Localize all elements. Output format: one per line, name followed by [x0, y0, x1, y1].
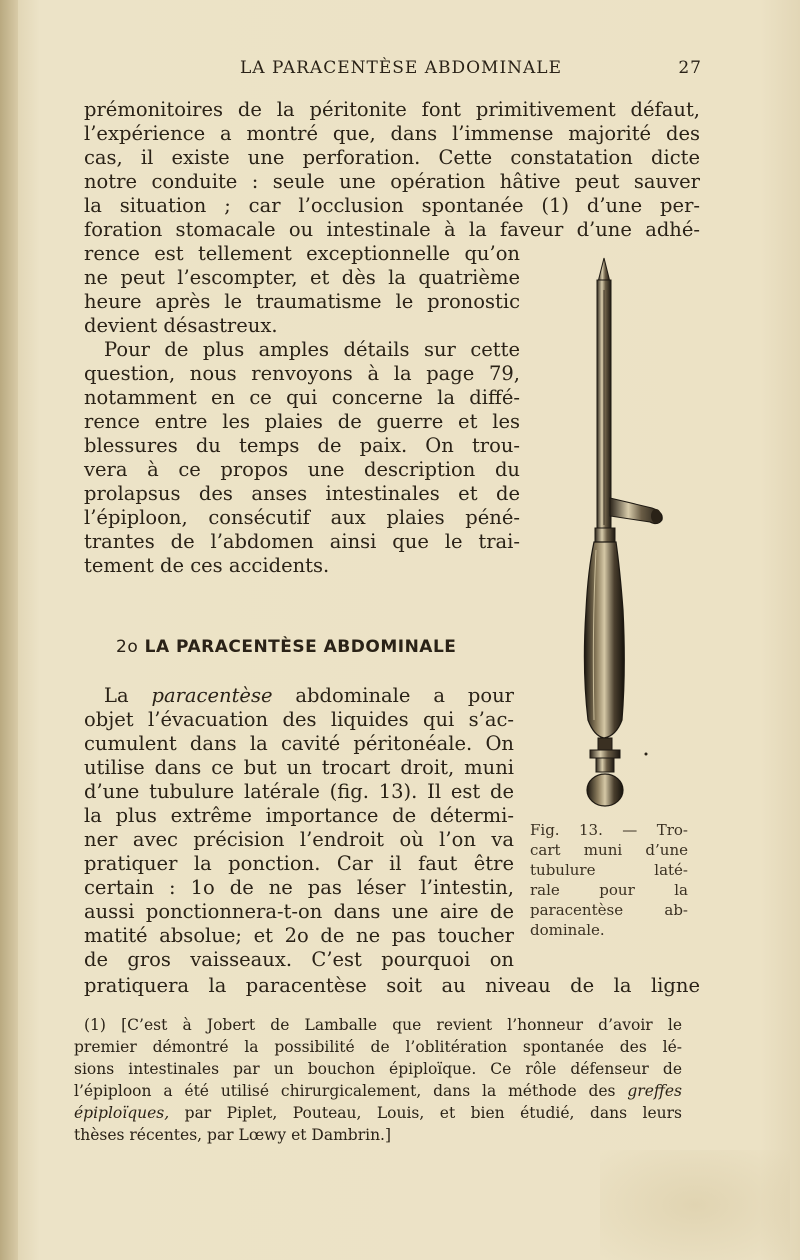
caption-line: paracentèse ab-	[530, 901, 688, 919]
text-line: tement de ces accidents.	[84, 554, 330, 577]
text-span: abdominale a pour	[272, 684, 514, 707]
caption-line: dominale.	[530, 921, 605, 939]
footnote-line: thèses récentes, par Lœwy et Dambrin.]	[74, 1126, 392, 1144]
text-line: question, nous renvoyons à la page 79,	[84, 362, 520, 385]
emphasis-term: greffes	[627, 1082, 682, 1100]
text-span: par Piplet, Pouteau, Louis, et bien étudié, dans leurs	[169, 1104, 682, 1122]
text-line: prémonitoires de la péritonite font primitivement défaut,	[84, 98, 700, 121]
text-line: certain : 1o de ne pas léser l’intestin,	[84, 876, 514, 899]
text-line: foration stomacale ou intestinale à la faveur d’une adhé-	[84, 218, 700, 241]
footnote-line: sions intestinales par un bouchon épiploïque. Ce rôle défenseur de	[74, 1060, 682, 1078]
text-span: La	[104, 684, 152, 707]
figure-caption	[530, 820, 688, 940]
text-line	[104, 684, 514, 708]
emphasis-term: épiploïques,	[74, 1104, 170, 1122]
text-line: ner avec précision l’endroit où l’on va	[84, 828, 514, 851]
section-heading	[116, 637, 496, 657]
paper-stain	[600, 1150, 790, 1260]
text-line: ne peut l’escompter, et dès la quatrième	[84, 266, 520, 289]
footnote-line: (1) [C’est à Jobert de Lamballe que revient l’honneur d’avoir le	[84, 1016, 682, 1034]
running-title: LA PARACENTÈSE ABDOMINALE	[240, 58, 563, 78]
text-line: rence est tellement exceptionnelle qu’on	[84, 242, 520, 265]
text-line: heure après le traumatisme le pronostic	[84, 290, 520, 313]
text-line: prolapsus des anses intestinales et de	[84, 482, 520, 505]
text-line: rence entre les plaies de guerre et les	[84, 410, 520, 433]
text-line: vera à ce propos une description du	[84, 458, 520, 481]
text-line: de gros vaisseaux. C’est pourquoi on	[84, 948, 514, 971]
text-line: notamment en ce qui concerne la diffé-	[84, 386, 520, 409]
section-number: 2o	[116, 637, 139, 657]
text-line: devient désastreux.	[84, 314, 278, 337]
text-line: pratiquer la ponction. Car il faut être	[84, 852, 514, 875]
running-header	[90, 58, 702, 80]
text-line: blessures du temps de paix. On trou-	[84, 434, 520, 457]
trocar-illustration	[560, 250, 670, 820]
text-line: cas, il existe une perforation. Cette constatation dicte	[84, 146, 700, 169]
text-line: utilise dans ce but un trocart droit, muni	[84, 756, 514, 779]
text-line: objet l’évacuation des liquides qui s’ac-	[84, 708, 514, 731]
text-line: trantes de l’abdomen ainsi que le trai-	[84, 530, 520, 553]
text-line: la situation ; car l’occlusion spontanée (1) d’une per-	[84, 194, 700, 217]
caption-line: Fig. 13. — Tro-	[530, 821, 688, 839]
text-line: pratiquera la paracentèse soit au niveau de la ligne	[84, 974, 700, 997]
text-line: d’une tubulure latérale (fig. 13). Il est de	[84, 780, 514, 803]
section-title: LA PARACENTÈSE ABDOMINALE	[144, 637, 457, 657]
text-line: Pour de plus amples détails sur cette	[104, 338, 520, 361]
caption-line: rale pour la	[530, 881, 688, 899]
caption-line: tubulure laté-	[530, 861, 688, 879]
text-line: l’expérience a montré que, dans l’immense majorité des	[84, 122, 700, 145]
footnote-line: premier démontré la possibilité de l’oblitération spontanée des lé-	[74, 1038, 682, 1056]
page-number: 27	[678, 58, 702, 78]
text-line: aussi ponctionnera-t-on dans une aire de	[84, 900, 514, 923]
footnote-line	[74, 1080, 682, 1102]
text-line: l’épiploon, consécutif aux plaies péné-	[84, 506, 520, 529]
page-spine-shadow	[0, 0, 18, 1260]
text-line: la plus extrême importance de détermi-	[84, 804, 514, 827]
caption-line: cart muni d’une	[530, 841, 688, 859]
text-line: cumulent dans la cavité péritonéale. On	[84, 732, 514, 755]
text-span: l’épiploon a été utilisé chirurgicalement, dans la méthode des	[74, 1082, 628, 1100]
text-line: notre conduite : seule une opération hâtive peut sauver	[84, 170, 700, 193]
text-line: matité absolue; et 2o de ne pas toucher	[84, 924, 514, 947]
emphasis-term: paracentèse	[151, 684, 273, 707]
footnote-line	[74, 1102, 682, 1124]
